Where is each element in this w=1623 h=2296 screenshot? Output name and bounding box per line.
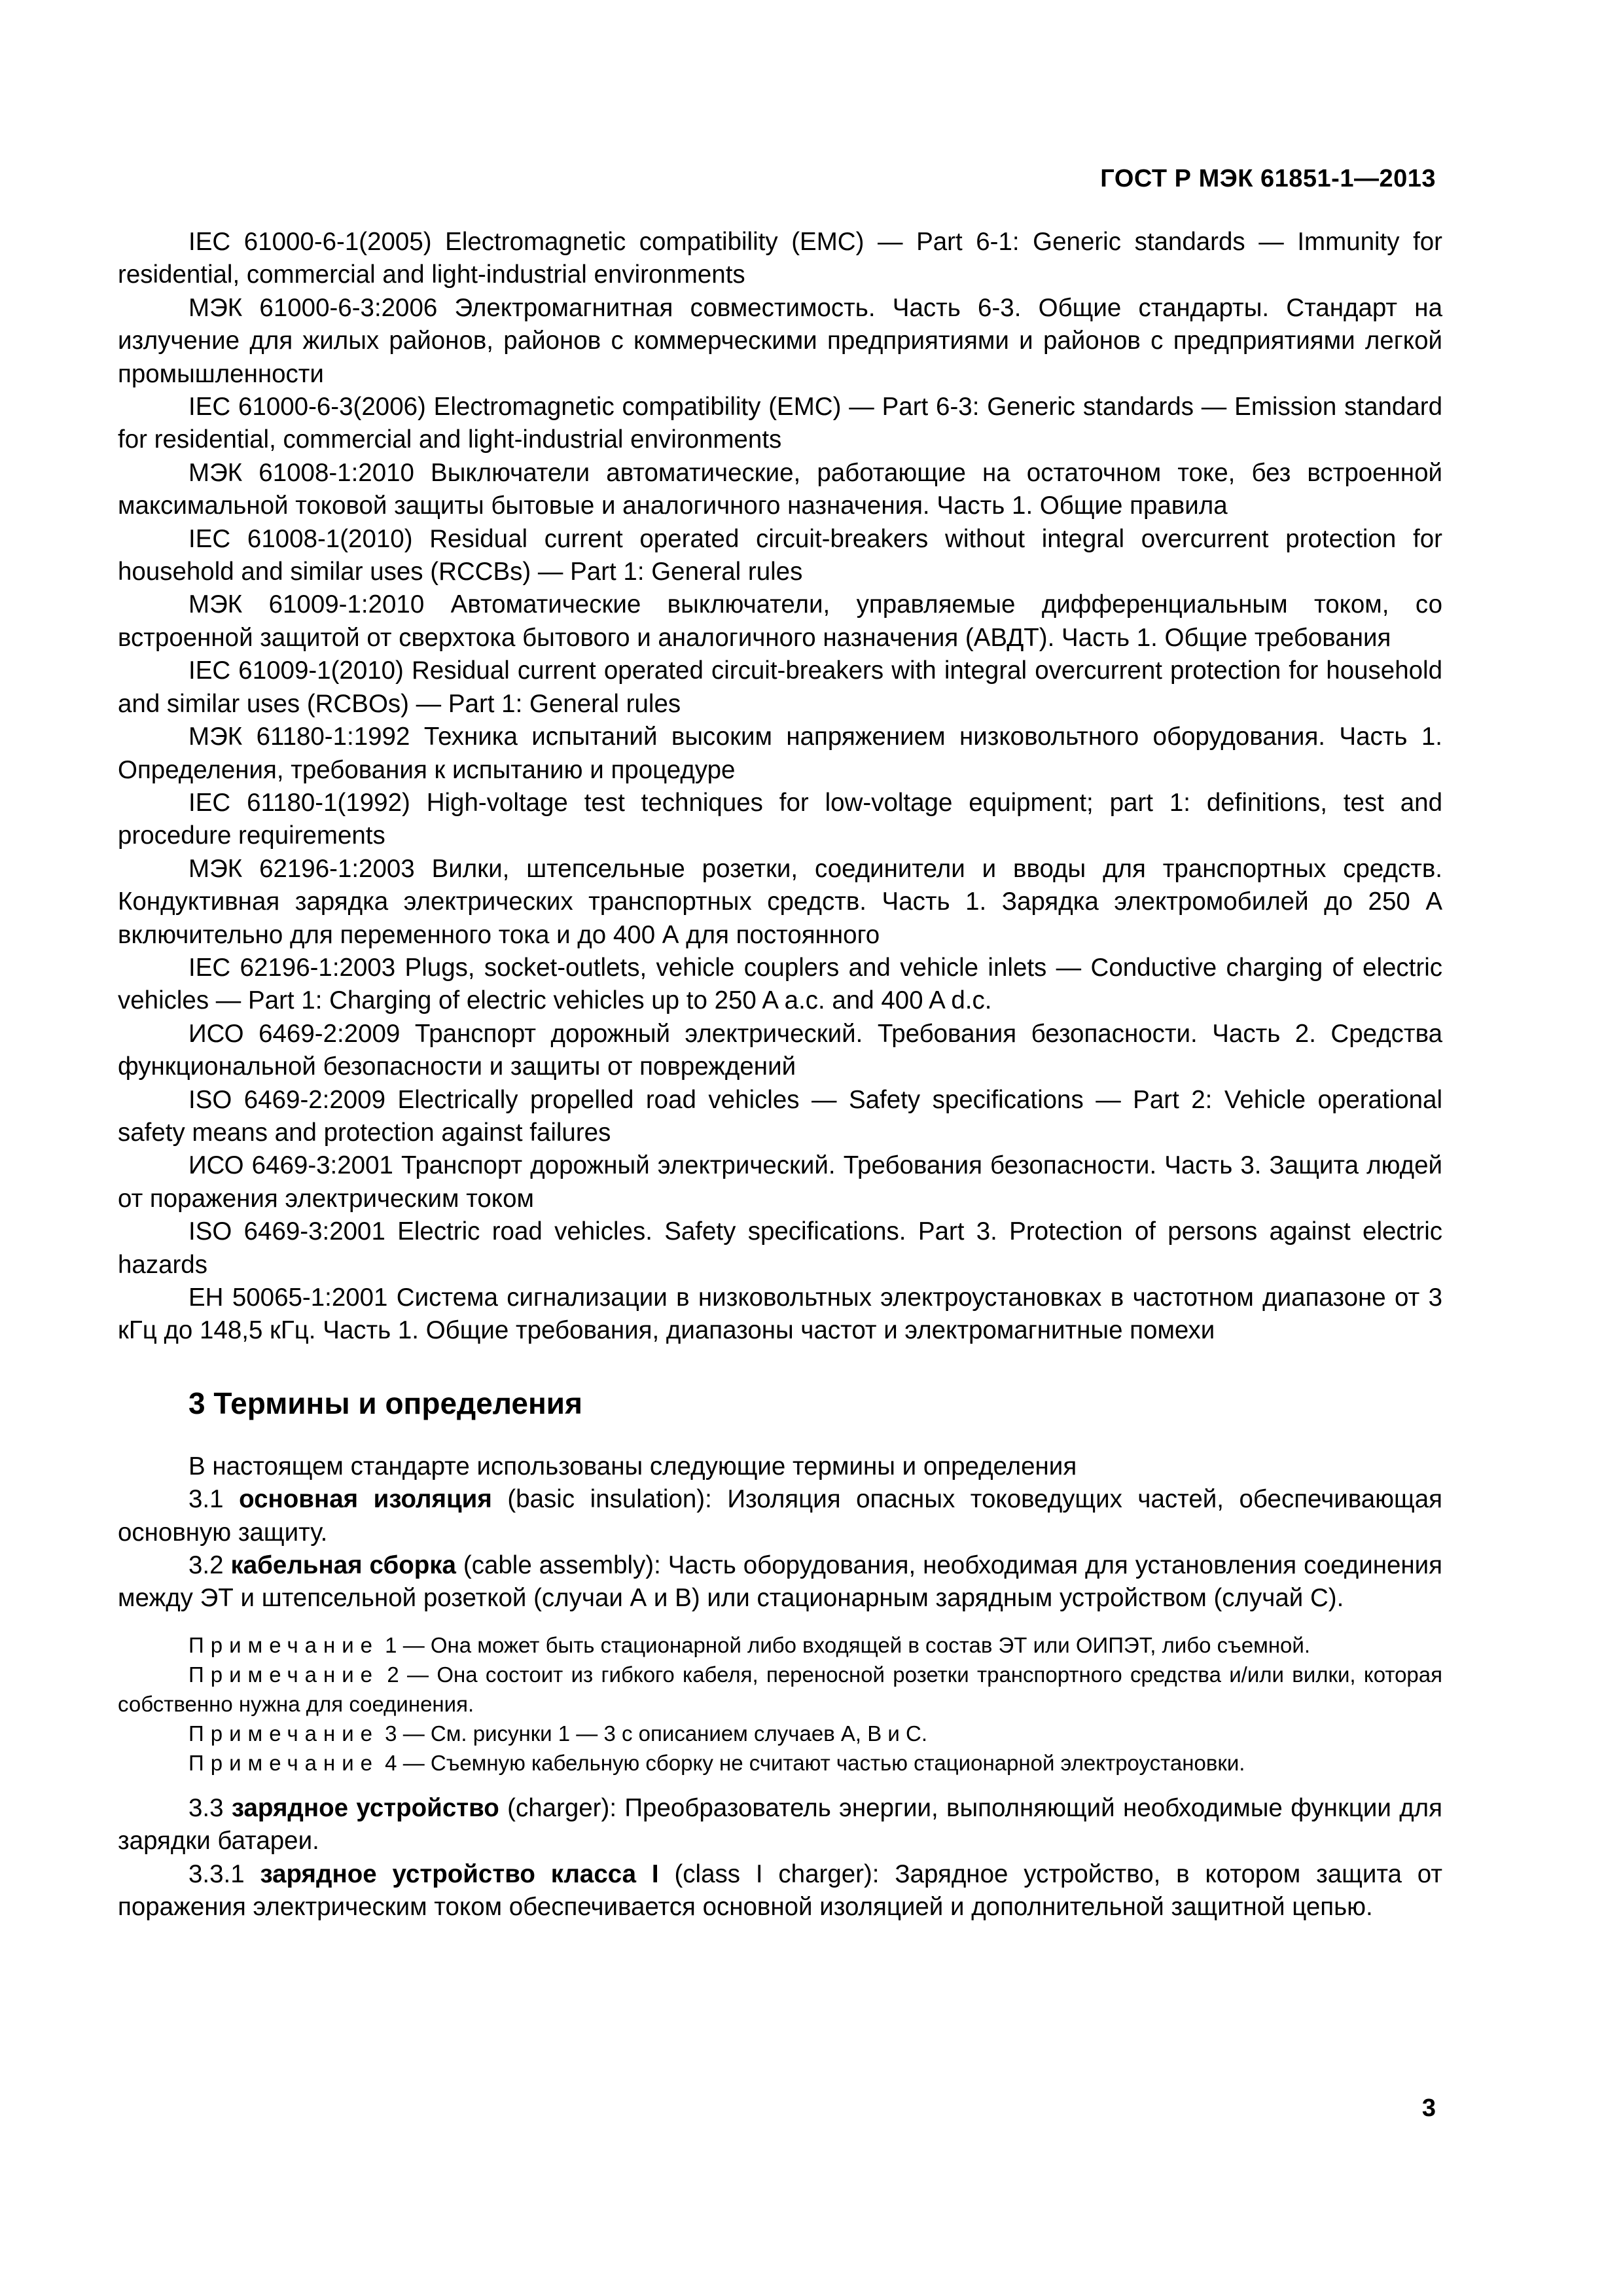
term-name: зарядное устройство класса I [260, 1859, 659, 1888]
reference-item: ISO 6469-2:2009 Electrically propelled road vehicles — Safety specifications — Part 2: Vehicle operational safety means and protection against failures [118, 1085, 1442, 1147]
reference-item: IEC 62196-1:2003 Plugs, socket-outlets, vehicle couplers and vehicle inlets — Conductive charging of electric vehicles — Part 1: Charging of electric vehicles up to 250 A a.c. and 400 A d.c. [118, 953, 1442, 1015]
term-definition: (charger): Преобразователь энергии, выполняющий необходимые функции для зарядки батареи. [118, 1793, 1442, 1856]
note-label: Примечание [188, 1721, 380, 1746]
note-item [118, 1630, 1442, 1660]
term-number: 3.2 [188, 1551, 231, 1580]
note-text: 3 — См. рисунки 1 — 3 с описанием случаев А, В и С. [379, 1721, 928, 1746]
reference-item: ИСО 6469-3:2001 Транспорт дорожный электрический. Требования безопасности. Часть 3. Защита людей от поражения электрическим током [118, 1151, 1442, 1213]
note-text: 2 — Она состоит из гибкого кабеля, переносной розетки транспортного средства и/или вилки, которая собственно нужна для соединения. [118, 1662, 1442, 1716]
normative-references-list [118, 226, 1442, 1348]
reference-item: IEC 61180-1(1992) High-voltage test techniques for low-voltage equipment; part 1: definitions, test and procedure requirements [118, 788, 1442, 850]
note-item [118, 1748, 1442, 1778]
term-number: 3.1 [188, 1485, 240, 1514]
notes-block [118, 1630, 1442, 1778]
term-3-1 [118, 1483, 1442, 1549]
term-definition: (class I charger): Зарядное устройство, в котором защита от поражения электрическим током обеспечивается основной изоляцией и дополнительной защитной цепью. [118, 1859, 1443, 1922]
term-3-2 [118, 1549, 1442, 1615]
section-heading: 3 Термины и определения [188, 1386, 582, 1420]
reference-item: МЭК 61009-1:2010 Автоматические выключатели, управляемые дифференциальным током, со встроенной защитой от сверхтока бытового и аналогичного назначения (АВДТ). Часть 1. Общие требования [118, 590, 1442, 652]
term-3-3-1 [118, 1858, 1442, 1924]
note-text: 1 — Она может быть стационарной либо входящей в состав ЭТ или ОИПЭТ, либо съемной. [379, 1632, 1310, 1657]
reference-item: ЕН 50065-1:2001 Система сигнализации в низковольтных электроустановках в частотном диапазоне от 3 кГц до 148,5 кГц. Часть 1. Общие требования, диапазоны частот и электромагнитные помехи [118, 1283, 1442, 1345]
term-number: 3.3 [188, 1793, 232, 1822]
term-definition: (basic insulation): Изоляция опасных токоведущих частей, обеспечивающая основную защиту. [118, 1485, 1442, 1547]
note-label: Примечание [188, 1632, 380, 1657]
reference-item: IEC 61000-6-1(2005) Electromagnetic compatibility (EMC) — Part 6-1: Generic standards — Immunity for residential, commercial and light-industrial environments [118, 228, 1442, 289]
term-name: основная изоляция [239, 1485, 492, 1514]
term-name: кабельная сборка [230, 1551, 456, 1580]
document-header-id: ГОСТ Р МЭК 61851-1—2013 [1100, 165, 1436, 192]
terms-intro: В настоящем стандарте использованы следующие термины и определения [188, 1452, 1077, 1480]
note-label: Примечание [188, 1750, 380, 1775]
term-name: зарядное устройство [231, 1793, 499, 1822]
reference-item: МЭК 61180-1:1992 Техника испытаний высоким напряжением низковольтного оборудования. Часть 1. Определения, требования к испытанию и процедуре [118, 723, 1442, 784]
term-number: 3.3.1 [188, 1859, 260, 1888]
reference-item: МЭК 61000-6-3:2006 Электромагнитная совместимость. Часть 6-3. Общие стандарты. Стандарт на излучение для жилых районов, районов с коммерческими предприятиями и районов с предприятиями легкой промышленности [118, 293, 1442, 388]
terms-list [118, 1450, 1442, 1615]
page-content [118, 226, 1442, 1924]
term-definition: (cable assembly): Часть оборудования, необходимая для установления соединения между ЭТ и штепсельной розеткой (случаи А и В) или стационарным зарядным устройством (случай С). [118, 1551, 1442, 1613]
note-text: 4 — Съемную кабельную сборку не считают частью стационарной электроустановки. [379, 1750, 1245, 1775]
note-label: Примечание [188, 1662, 380, 1687]
reference-item: МЭК 61008-1:2010 Выключатели автоматические, работающие на остаточном токе, без встроенной максимальной токовой защиты бытовые и аналогичного назначения. Часть 1. Общие правила [118, 458, 1442, 520]
reference-item: ИСО 6469-2:2009 Транспорт дорожный электрический. Требования безопасности. Часть 2. Средства функциональной безопасности и защиты от повреждений [118, 1019, 1442, 1081]
page-number: 3 [1421, 2094, 1436, 2122]
reference-item: ISO 6469-3:2001 Electric road vehicles. Safety specifications. Part 3. Protection of persons against electric hazards [118, 1217, 1442, 1279]
term-3-3 [118, 1792, 1442, 1858]
note-item [118, 1719, 1442, 1748]
reference-item: IEC 61000-6-3(2006) Electromagnetic compatibility (EMC) — Part 6-3: Generic standards — Emission standard for residential, commercial and light-industrial environments [118, 393, 1442, 454]
reference-item: IEC 61008-1(2010) Residual current operated circuit-breakers without integral overcurrent protection for household and similar uses (RCCBs) — Part 1: General rules [118, 524, 1442, 586]
reference-item: МЭК 62196-1:2003 Вилки, штепсельные розетки, соединители и вводы для транспортных средств. Кондуктивная зарядка электрических транспортных средств. Часть 1. Зарядка электромобилей до 250 А включительно для переменного тока и до 400 А для постоянного [118, 854, 1442, 949]
reference-item: IEC 61009-1(2010) Residual current operated circuit-breakers with integral overcurrent protection for household and similar uses (RCBOs) — Part 1: General rules [118, 656, 1442, 718]
terms-list-continued [118, 1792, 1442, 1924]
note-item [118, 1660, 1442, 1719]
